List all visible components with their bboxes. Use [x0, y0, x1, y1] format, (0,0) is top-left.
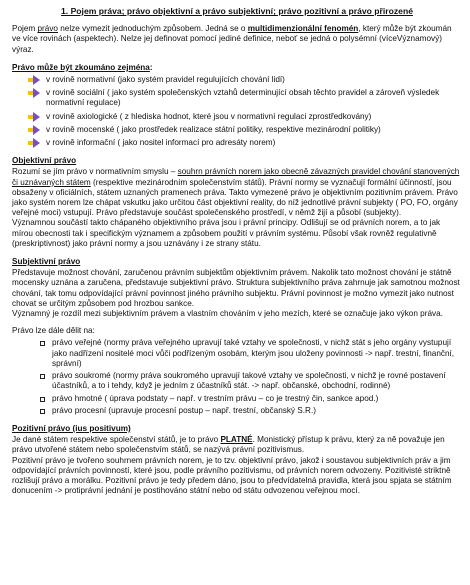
objective-text-a: Rozumí se jím právo v normativním smyslu –: [12, 167, 178, 177]
intro-text-c: nelze vymezit jednoduchým způsobem. Jedná se o: [57, 24, 248, 34]
arrow-bullet-icon: [28, 112, 40, 122]
intro-term-pravo: právo: [37, 24, 58, 34]
aspects-heading: [12, 63, 462, 73]
division-item: [44, 338, 462, 369]
aspect-item-text: v rovině normativní (jako systém pravidel regulujících chování lidí): [46, 75, 285, 85]
square-bullet-icon: [40, 409, 45, 414]
positive-heading: Pozitivní právo (ius positivum): [12, 423, 131, 433]
objective-text-c: (respektive mezinárodním společenstvím států). Právní normy se vyznačují formální účinností, jsou obsaženy v oficiálních, státem uznaných pramenech práva. Takto vymezené právo je objektivním pozitivním právem. Právo jako systém norem lze chápat vskutku jako určitou část objektivní reality, do níž jednotlivé právní subjekty ( PO, FO, orgány veřejné moci) vstupují. Právo představuje součást společenského prostředí, v němž žijí a působí (subjekty).: [12, 177, 458, 218]
division-item-text: právo hmotné ( úprava podstaty – např. v trestním právu – co je trestný čin, sankce apod.): [52, 393, 379, 403]
positive-term-platne: PLATNÉ: [220, 435, 253, 445]
arrow-bullet-icon: [28, 75, 40, 85]
division-item-text: právo veřejné (normy práva veřejného upravují také vztahy ve společnosti, v nichž stát s jeho orgány vystupují jako nadřízení nositelé moci vůči podřízeným osobám, kterým jsou uloženy povinnosti -> např. trestní, finanční, správní): [52, 338, 455, 368]
subjective-paragraph-2: Významný je rozdíl mezi subjektivním právem a vlastním chováním v jeho mezích, které se označuje jako výkon práva.: [12, 309, 443, 319]
aspect-item-text: v rovině axiologické ( z hlediska hodnot, které jsou v normativní regulaci zprostředkovány): [46, 111, 372, 121]
division-item: [44, 394, 462, 404]
arrow-bullet-icon: [28, 125, 40, 135]
aspects-list: [12, 75, 462, 148]
positive-text-a: Je dané státem respektive společenství států, je to právo: [12, 435, 221, 445]
division-item: [44, 406, 462, 416]
arrow-bullet-icon: [28, 138, 40, 148]
square-bullet-icon: [40, 341, 45, 346]
intro-text-e: , který může být zkoumán ve více rovinách (aspektech). Nelze jej definovat pomocí jediné definice, neboť se jedná o polysémní (víceVýznamový) výraz.: [12, 24, 452, 54]
square-bullet-icon: [40, 374, 45, 379]
division-list: [12, 338, 462, 415]
division-item-text: právo procesní (upravuje procesní postup – např. trestní, občanský S.R.): [52, 405, 316, 415]
division-item-text: právo soukromé (normy práva soukromého upravují takové vztahy ve společnosti, v nichž je rovné postavení účastníků, a to i tehdy, když je jedním z účastníků stát. -> např. občanské, obchodní, rodinné): [52, 371, 446, 391]
document-title: 1. Pojem práva; právo objektivní a právo subjektivní; právo pozitivní a právo přirozené: [61, 6, 413, 16]
aspect-item: [36, 88, 462, 108]
intro-paragraph: [12, 24, 462, 55]
arrow-bullet-icon: [28, 88, 40, 98]
objective-paragraph-1: [12, 167, 462, 218]
intro-text-a: Pojem: [12, 24, 38, 34]
aspect-item: [36, 75, 462, 85]
aspect-item-text: v rovině mocenské ( jako prostředek realizace státní politiky, respektive mezinárodní politiky): [46, 124, 381, 134]
subjective-paragraph-1: Představuje možnost chování, zaručenou právním subjektům objektivním právem. Nakolik tato možnost chování je státně mocensky uznána a zaručena, představuje subjektivní právo. Struktura subjektivního práva zahrnuje jak samotnou možnost chování, tak tomu odpovídající právní povinnost jiného právního subjektu. Právní povinnost je možno vymezit jako nutnost chovat se určitým způsobem pod hrozbou sankce.: [12, 268, 460, 308]
divide-label: Právo lze dále dělit na:: [12, 326, 95, 336]
positive-paragraph-1: [12, 435, 462, 455]
objective-paragraph-2: Významnou součástí takto chápaného objektivního práva jsou i právní principy. Odlišují se od právních norem, a to jak mírou obecnosti tak i specifickým významem a způsobem použití v právním systému. Působí však rovněž regulativně (preskriptivnost) jako právní normy a jsou uznávány i ze strany státu.: [12, 218, 441, 248]
aspect-item: [36, 138, 462, 148]
subjective-heading: Subjektivní právo: [12, 257, 81, 267]
intro-term-multidimensional: multidimenzionální fenomén: [247, 24, 359, 34]
aspect-item-text: v rovině sociální ( jako systém společenských vztahů determinující obsah těchto pravidel a zároveň výsledek normativní regulace): [46, 88, 440, 108]
objective-heading: Objektivní právo: [12, 156, 77, 166]
aspect-item: [36, 125, 462, 135]
aspects-heading-text: Právo může být zkoumáno zejména: [12, 62, 150, 72]
aspects-heading-colon: :: [149, 62, 153, 72]
aspect-item: [36, 112, 462, 122]
positive-paragraph-2: Pozitivní právo je tvořeno souhrnem právních norem, je to tzv. objektivní právo, jakož i soustavou subjektivních práv a jim odpovídající právních povinností, které jsou, podle právního pozitivismu, od právních norem odvozeny. Pozitivisté striktně rozlišují právo a morálku. Pozitivní právo je tedy předem dáno, jsou to předvídatelná pravidla, která jsou spjata se státním donucením -> protiprávní jednání je postihováno státní nebo od státu odvozenou veřejnou mocí.: [12, 455, 452, 496]
square-bullet-icon: [40, 397, 45, 402]
positive-text-c: . Monistický přístup k právu, který za ně považuje jen právo utvořené státem nebo společenstvím států, se nazývá právní pozitivismus.: [12, 435, 445, 455]
objective-definition: souhrn právních norem jako obecně závazných pravidel chování stanovených či uznávaných státem: [12, 167, 460, 187]
aspect-item-text: v rovině informační ( jako nositel informací pro adresáty norem): [46, 138, 276, 148]
division-item: [44, 371, 462, 391]
